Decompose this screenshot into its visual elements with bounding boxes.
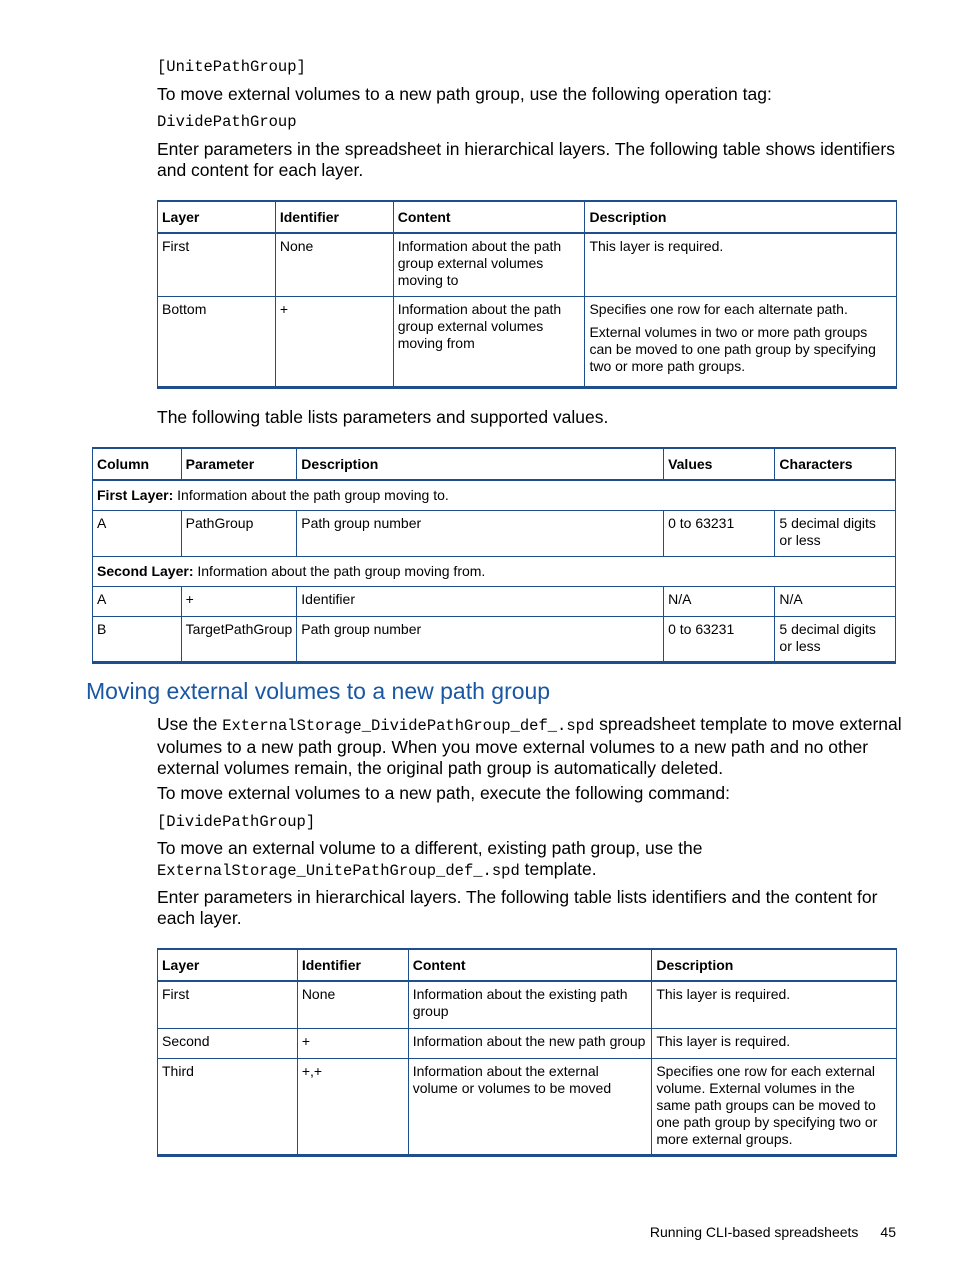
cell-characters: 5 decimal digits or less [775, 617, 896, 663]
table-row [93, 511, 896, 557]
cell-layer: Second [158, 1028, 298, 1058]
p1-before: Use the [157, 714, 223, 734]
header-parameter: Parameter [181, 448, 297, 480]
header-description: Description [585, 201, 897, 233]
cell-content: Information about the external volume or volumes to be moved [408, 1058, 652, 1155]
section-paragraph-template [157, 714, 902, 779]
cell-description: Specifies one row for each external volume. External volumes in the same path groups can be moved to one path group by specifying two or more external groups. [652, 1058, 897, 1155]
cell-layer: Third [158, 1058, 298, 1155]
cell-description: Identifier [297, 587, 664, 617]
layer-table-2 [157, 948, 897, 1157]
cell-content: Information about the new path group [408, 1028, 652, 1058]
table-row [158, 981, 897, 1028]
cell-identifier: None [297, 981, 408, 1028]
intro-paragraph-operation-tag: To move external volumes to a new path group, use the following operation tag: [157, 84, 772, 104]
cell-parameter: PathGroup [181, 511, 297, 557]
description-text: This layer is required. [589, 238, 724, 254]
cell-parameter: TargetPathGroup [181, 617, 297, 663]
second-layer-text: Information about the path group moving from. [193, 563, 486, 579]
section-paragraph-existing-group [157, 838, 902, 882]
header-values: Values [664, 448, 775, 480]
cell-layer: Bottom [158, 296, 276, 387]
table-row [158, 1028, 897, 1058]
cell-column: A [93, 587, 182, 617]
code-divide-path-group: DividePathGroup [157, 113, 297, 131]
table-row [158, 1058, 897, 1155]
cell-description: This layer is required. [652, 1028, 897, 1058]
cell-content: Information about the path group external volumes moving from [393, 296, 585, 387]
table-header-row [158, 949, 897, 981]
parameters-table [92, 447, 896, 664]
cell-characters: 5 decimal digits or less [775, 511, 896, 557]
divide-template-filename: ExternalStorage_DividePathGroup_def_.spd [222, 717, 595, 735]
first-layer-cell [93, 480, 896, 511]
cell-description [585, 296, 897, 387]
page-number: 45 [880, 1224, 896, 1240]
cell-description [585, 233, 897, 296]
footer-title: Running CLI-based spreadsheets [649, 1224, 859, 1240]
cell-values: 0 to 63231 [664, 617, 775, 663]
p1-after: spreadsheet template to move external volumes to a new path group. When you move external volumes to a new path and no other external volumes remain, the original path group is automatically deleted. [157, 714, 902, 778]
header-identifier: Identifier [275, 201, 393, 233]
header-description: Description [297, 448, 664, 480]
first-layer-text: Information about the path group moving to. [173, 487, 449, 503]
header-content: Content [408, 949, 652, 981]
header-description: Description [652, 949, 897, 981]
intro-paragraph-layers: Enter parameters in the spreadsheet in hierarchical layers. The following table shows identifiers and content for each layer. [157, 139, 895, 180]
second-layer-cell [93, 557, 896, 587]
section-paragraph-command: To move external volumes to a new path, execute the following command: [157, 783, 730, 803]
cell-identifier: +,+ [297, 1058, 408, 1155]
second-layer-label: Second Layer: [97, 563, 194, 579]
section-heading: Moving external volumes to a new path group [86, 678, 551, 704]
unite-template-filename: ExternalStorage_UnitePathGroup_def_.spd [157, 862, 520, 880]
cell-identifier: None [275, 233, 393, 296]
cell-description: Path group number [297, 617, 664, 663]
cell-column: B [93, 617, 182, 663]
header-layer: Layer [158, 949, 298, 981]
cell-parameter: + [181, 587, 297, 617]
table-row [93, 617, 896, 663]
table-row [158, 296, 897, 387]
description-text: Specifies one row for each alternate path. [589, 300, 848, 317]
table-row [93, 587, 896, 617]
description-text: External volumes in two or more path groups can be moved to one path group by specifying two or more path groups. [589, 323, 876, 374]
code-divide-command: [DividePathGroup] [157, 813, 316, 831]
cell-layer: First [158, 981, 298, 1028]
header-column: Column [93, 448, 182, 480]
p3-before: To move an external volume to a different, existing path group, use the [157, 838, 703, 858]
cell-identifier: + [275, 296, 393, 387]
table-header-row [158, 201, 897, 233]
cell-characters: N/A [775, 587, 896, 617]
layer-group-row [93, 557, 896, 587]
cell-values: N/A [664, 587, 775, 617]
code-unite-path-group: [UnitePathGroup] [157, 58, 306, 76]
cell-content: Information about the path group external volumes moving to [393, 233, 585, 296]
p3-after: template. [519, 859, 597, 879]
first-layer-label: First Layer: [97, 487, 174, 503]
header-characters: Characters [775, 448, 896, 480]
cell-description: This layer is required. [652, 981, 897, 1028]
header-layer: Layer [158, 201, 276, 233]
layer-group-row [93, 480, 896, 511]
table-header-row [93, 448, 896, 480]
cell-values: 0 to 63231 [664, 511, 775, 557]
cell-layer: First [158, 233, 276, 296]
layer-table-1 [157, 200, 897, 389]
header-content: Content [393, 201, 585, 233]
cell-description: Path group number [297, 511, 664, 557]
header-identifier: Identifier [297, 949, 408, 981]
cell-column: A [93, 511, 182, 557]
parameters-intro-paragraph: The following table lists parameters and supported values. [157, 407, 609, 427]
cell-identifier: + [297, 1028, 408, 1058]
section-paragraph-layers: Enter parameters in hierarchical layers. The following table lists identifiers and the content for each layer. [157, 887, 878, 928]
page-footer [650, 1224, 896, 1240]
cell-content: Information about the existing path group [408, 981, 652, 1028]
table-row [158, 233, 897, 296]
